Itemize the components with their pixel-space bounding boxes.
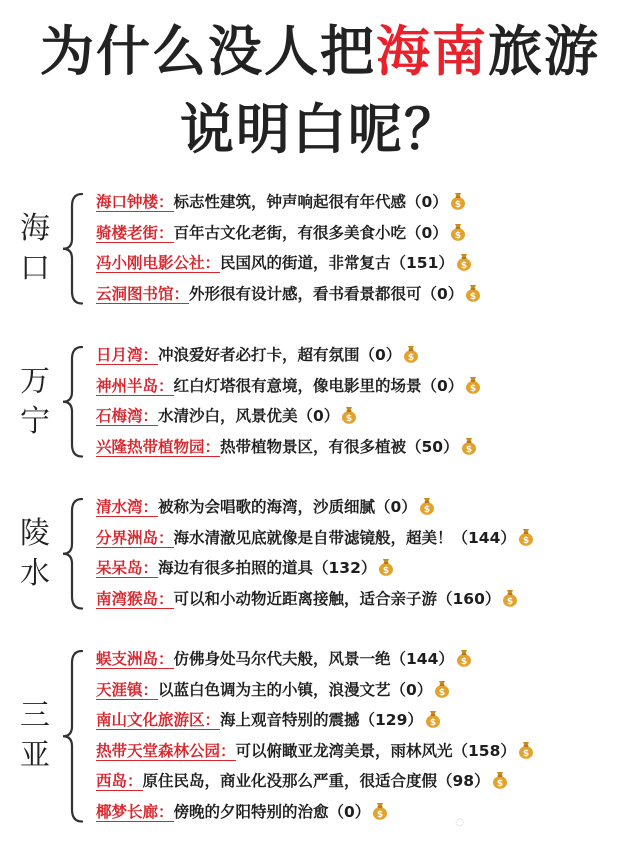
region-name-char: 口 xyxy=(20,250,50,286)
list-item xyxy=(96,190,466,216)
money-bag-icon xyxy=(450,223,466,241)
attraction-name: 云洞图书馆： xyxy=(96,284,190,303)
svg-text:$: $ xyxy=(470,383,477,394)
money-bag-icon xyxy=(434,680,450,698)
attraction-name: 呆呆岛： xyxy=(96,559,159,577)
svg-text:$: $ xyxy=(470,291,477,302)
attraction-name: 日月湾： xyxy=(96,346,159,364)
list-item xyxy=(96,769,508,795)
attraction-description: 冲浪爱好者必打卡，超有氛围（0） xyxy=(158,346,402,364)
svg-text:$: $ xyxy=(439,687,446,698)
attraction-name: 冯小刚电影公社： xyxy=(96,254,221,272)
list-item xyxy=(96,435,477,461)
attraction-description: 水清沙白，风景优美（0） xyxy=(158,407,340,425)
list-item xyxy=(96,374,481,400)
attraction-description: 海水清澈见底就像是自带滤镜般，超美！（144） xyxy=(173,528,516,547)
attraction-description: 外形很有设计感，看书看景都很可（0） xyxy=(189,284,464,303)
attraction-description: 民国风的街道，非常复古（151） xyxy=(220,254,454,272)
svg-text:$: $ xyxy=(522,748,530,759)
list-item xyxy=(96,495,435,521)
attraction-description: 傍晚的夕阳特别的治愈（0） xyxy=(173,802,371,821)
attraction-description: 原住民岛，商业化没那么严重，很适合度假（98） xyxy=(142,772,490,790)
attraction-name: 清水湾： xyxy=(96,498,159,516)
list-item xyxy=(96,647,472,673)
attraction-name: 椰梦长廊： xyxy=(96,802,174,821)
money-bag-icon xyxy=(492,771,508,789)
svg-text:$: $ xyxy=(454,200,461,210)
list-item xyxy=(96,526,534,552)
region-name-char: 海 xyxy=(20,210,50,246)
region-name xyxy=(18,696,52,776)
attraction-description: 百年古文化老街，有很多美食小吃（0） xyxy=(173,223,448,242)
page-title-line-2: 说明白呢？ xyxy=(180,98,460,161)
region-name xyxy=(18,209,52,289)
svg-text:$: $ xyxy=(429,718,437,728)
curly-brace-icon xyxy=(60,649,86,824)
list-item xyxy=(96,556,394,582)
attraction-name: 海口钟楼： xyxy=(96,193,174,211)
attraction-description: 仿佛身处马尔代夫般，风景一绝（144） xyxy=(173,650,454,668)
money-bag-icon xyxy=(518,741,534,759)
svg-text:$: $ xyxy=(465,444,472,455)
money-bag-icon xyxy=(456,649,472,667)
region-section xyxy=(0,495,640,613)
money-bag-icon xyxy=(461,437,477,455)
region-section xyxy=(0,190,640,308)
svg-text:$: $ xyxy=(377,809,384,820)
money-bag-icon xyxy=(450,192,466,210)
region-section xyxy=(0,647,640,826)
list-item xyxy=(96,221,466,247)
attraction-name: 热带天堂森林公园： xyxy=(96,741,236,760)
region-name-char: 万 xyxy=(20,363,50,399)
attraction-description: 被称为会唱歌的海湾，沙质细腻（0） xyxy=(158,498,417,516)
svg-text:$: $ xyxy=(383,566,390,576)
attraction-description: 热带植物景区，有很多植被（50） xyxy=(220,437,459,456)
svg-text:$: $ xyxy=(454,230,461,241)
list-item xyxy=(96,587,518,613)
attraction-name: 神州半岛： xyxy=(96,376,174,395)
svg-text:$: $ xyxy=(408,353,415,363)
region-name-char: 宁 xyxy=(20,403,50,439)
attraction-description: 以蓝白色调为主的小镇，浪漫文艺（0） xyxy=(158,680,433,699)
attraction-description: 红白灯塔很有意境，像电影里的场景（0） xyxy=(173,376,464,395)
money-bag-icon xyxy=(465,376,481,394)
attraction-description: 可以俯瞰亚龙湾美景，雨林风光（158） xyxy=(235,741,516,760)
svg-text:$: $ xyxy=(522,535,530,546)
list-item xyxy=(96,678,450,704)
attraction-name: 骑楼老街： xyxy=(96,223,174,242)
money-bag-icon xyxy=(378,558,394,576)
money-bag-icon xyxy=(341,406,357,424)
list-item xyxy=(96,282,481,308)
attraction-name: 兴隆热带植物园： xyxy=(96,437,221,456)
svg-text:$: $ xyxy=(460,261,468,271)
attraction-description: 可以和小动物近距离接触，适合亲子游（160） xyxy=(173,589,501,608)
list-item xyxy=(96,251,472,277)
list-item xyxy=(96,708,441,734)
list-item xyxy=(96,404,357,430)
svg-text:$: $ xyxy=(507,596,514,607)
title-highlight: 海南 xyxy=(376,20,488,83)
attraction-name: 南山文化旅游区： xyxy=(96,711,221,729)
attraction-name: 南湾猴岛： xyxy=(96,589,174,608)
watermark-icon: ◌ xyxy=(455,817,464,828)
page-title-line-1 xyxy=(0,22,640,82)
svg-text:$: $ xyxy=(460,657,468,667)
region-name xyxy=(18,362,52,442)
attraction-name: 西岛： xyxy=(96,772,143,790)
attraction-name: 石梅湾： xyxy=(96,407,159,425)
money-bag-icon xyxy=(518,528,534,546)
list-item xyxy=(96,800,388,826)
curly-brace-icon xyxy=(60,345,86,459)
attraction-name: 天涯镇： xyxy=(96,680,159,699)
svg-text:$: $ xyxy=(423,505,430,515)
money-bag-icon xyxy=(372,802,388,820)
region-name xyxy=(18,514,52,594)
svg-text:$: $ xyxy=(496,779,503,789)
region-name-char: 陵 xyxy=(20,515,50,551)
region-name-char: 水 xyxy=(20,555,50,591)
money-bag-icon xyxy=(456,253,472,271)
region-name-char: 亚 xyxy=(20,738,50,774)
region-section xyxy=(0,343,640,461)
curly-brace-icon xyxy=(60,192,86,306)
title-prefix: 为什么没人把 xyxy=(40,20,376,83)
attraction-name: 蜈支洲岛： xyxy=(96,650,174,668)
attraction-description: 标志性建筑，钟声响起很有年代感（0） xyxy=(173,193,448,211)
attraction-description: 海边有很多拍照的道具（132） xyxy=(158,559,377,577)
svg-text:$: $ xyxy=(346,414,353,424)
money-bag-icon xyxy=(502,589,518,607)
curly-brace-icon xyxy=(60,497,86,611)
list-item xyxy=(96,343,419,369)
money-bag-icon xyxy=(465,284,481,302)
title-suffix: 旅游 xyxy=(488,20,600,83)
attraction-description: 海上观音特别的震撼（129） xyxy=(220,711,423,729)
money-bag-icon xyxy=(419,497,435,515)
attraction-name: 分界洲岛： xyxy=(96,528,174,547)
money-bag-icon xyxy=(403,345,419,363)
money-bag-icon xyxy=(425,710,441,728)
list-item xyxy=(96,739,534,765)
region-name-char: 三 xyxy=(20,698,50,734)
